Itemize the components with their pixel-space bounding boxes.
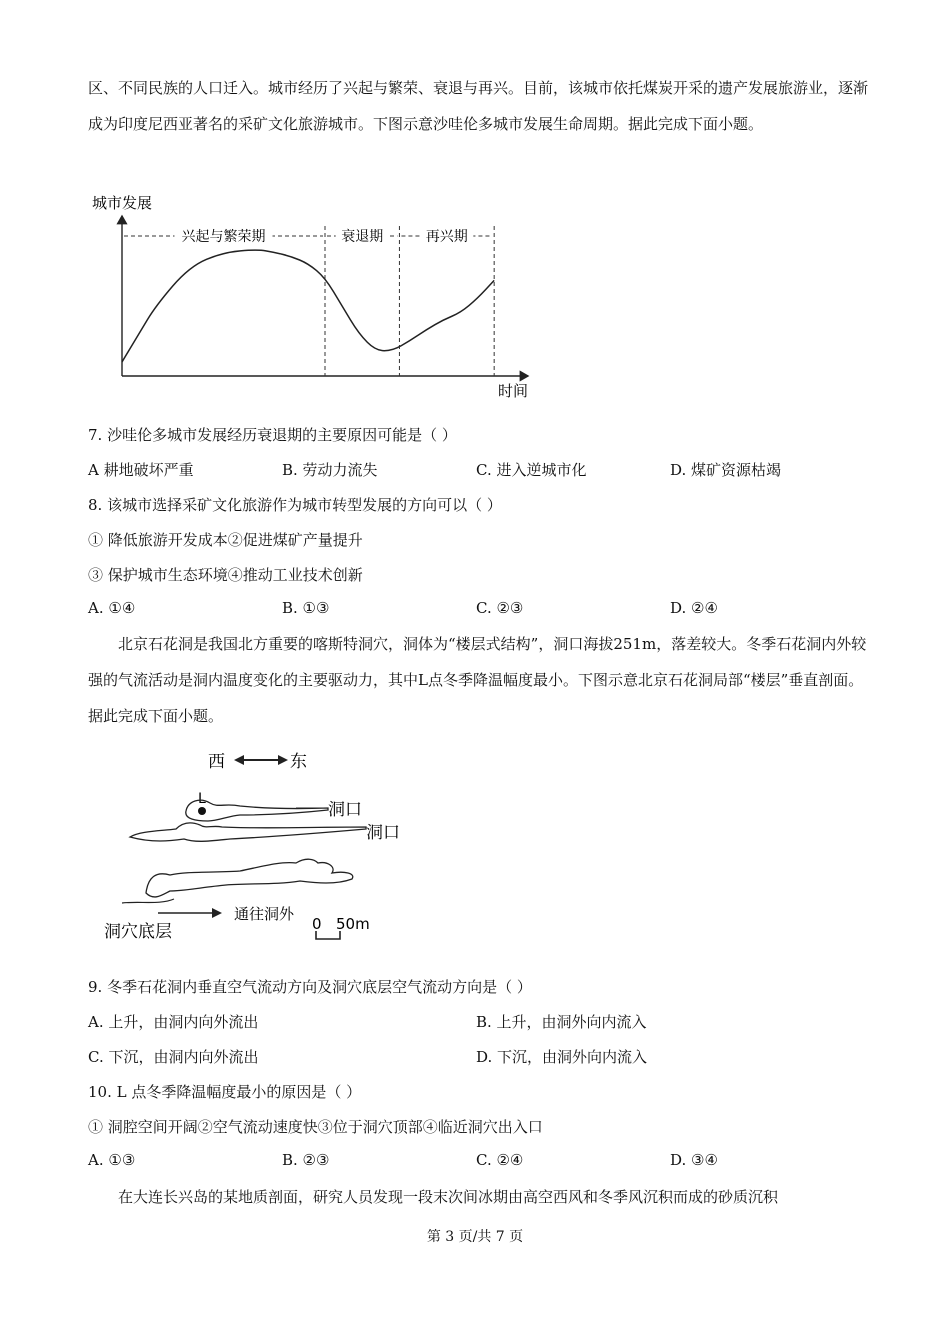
q7-option-c[interactable]: C. 进入逆城市化 [476,461,587,479]
entrance-2-label: 洞口 [366,823,400,843]
q10-option-d[interactable]: D. ③④ [670,1151,718,1169]
intro-paragraph: 区、不同民族的人口迁入。城市经历了兴起与繁荣、衰退与再兴。目前，该城市依托煤炭开采的遗产发展旅游业，逐渐成为印度尼西亚著名的采矿文化旅游城市。下图示意沙哇伦多城市发展生命周期。据此完成下面小题。 [88,79,869,133]
upper-cave-passage [186,800,328,821]
q10-option-c[interactable]: C. ②④ [476,1151,524,1169]
q8-option-d[interactable]: D. ②④ [670,599,718,617]
east-label: 东 [290,752,307,772]
scale-zero: 0 [312,915,322,933]
next-passage-paragraph: 在大连长兴岛的某地质剖面，研究人员发现一段末次间冰期由高空西风和冬季风沉积而成的砂质沉积 [118,1188,779,1206]
phase-label-2: 衰退期 [341,229,384,245]
scale-length: 50m [336,915,370,933]
cave-bottom-outline [122,899,174,903]
q10-option-b[interactable]: B. ②③ [282,1151,330,1169]
phase-label-1: 兴起与繁荣期 [181,229,266,245]
middle-cave-passage [130,823,366,841]
y-axis-label: 城市发展 [92,194,153,212]
point-l-marker [198,807,206,815]
cave-paragraph: 北京石花洞是我国北方重要的喀斯特洞穴，洞体为“楼层式结构”，洞口海拔251m，落差较大。冬季石花洞内外较强的气流活动是洞内温度变化的主要驱动力，其中L点冬季降温幅度最小。下图示意北京石花洞局部“楼层”垂直剖面。据此完成下面小题。 [88,635,867,725]
q8-option-b[interactable]: B. ①③ [282,599,330,617]
west-label: 西 [208,752,225,772]
q8-items-1: ① 降低旅游开发成本②促进煤矿产量提升 [88,531,363,549]
q7-option-d[interactable]: D. 煤矿资源枯竭 [670,461,782,479]
q8-option-c[interactable]: C. ②③ [476,599,524,617]
q10-option-a[interactable]: A. ①③ [88,1151,136,1169]
q8-items-2: ③ 保护城市生态环境④推动工业技术创新 [88,566,363,584]
series-line [122,250,494,362]
cave-profile-figure [100,745,420,950]
q8-stem: 8. 该城市选择采矿文化旅游作为城市转型发展的方向可以（ ） [88,496,502,514]
point-l-label: L [198,791,206,807]
q8-option-a[interactable]: A. ①④ [88,599,136,617]
q9-option-b[interactable]: B. 上升，由洞外向内流入 [476,1013,647,1031]
q9-option-a[interactable]: A. 上升，由洞内向外流出 [88,1013,259,1031]
cave-bottom-label: 洞穴底层 [104,922,172,942]
q9-stem: 9. 冬季石花洞内垂直空气流动方向及洞穴底层空气流动方向是（ ） [88,978,532,996]
phase-label-3: 再兴期 [425,229,468,245]
city-lifecycle-chart [88,188,548,403]
q9-option-d[interactable]: D. 下沉，由洞外向内流入 [476,1048,648,1066]
q7-option-a[interactable]: A 耕地破坏严重 [88,461,194,479]
q7-stem: 7. 沙哇伦多城市发展经历衰退期的主要原因可能是（ ） [88,426,457,444]
q9-option-c[interactable]: C. 下沉，由洞内向外流出 [88,1048,259,1066]
q10-items: ① 洞腔空间开阔②空气流动速度快③位于洞穴顶部④临近洞穴出入口 [88,1118,543,1136]
q10-stem: 10. L 点冬季降温幅度最小的原因是（ ） [88,1083,362,1101]
page-footer: 第 3 页/共 7 页 [426,1229,524,1245]
entrance-1-label: 洞口 [328,800,362,820]
x-axis-label: 时间 [498,382,529,400]
outlet-label: 通往洞外 [234,905,295,923]
lower-cave-passage [146,859,353,897]
q7-option-b[interactable]: B. 劳动力流失 [282,461,378,479]
